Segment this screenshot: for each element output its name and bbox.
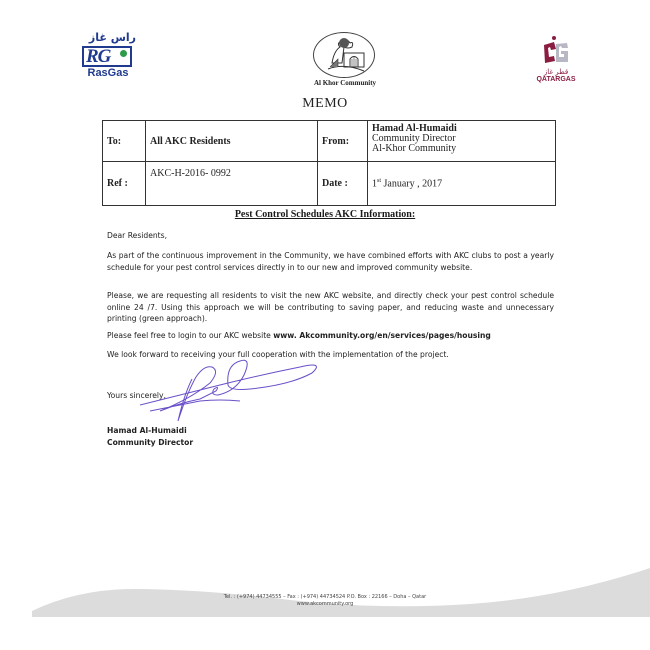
website-link[interactable]: www. Akcommunity.org/en/services/pages/housing <box>273 331 491 340</box>
rasgas-arabic-text: راس غاز <box>88 31 136 44</box>
al-khor-emblem-icon <box>313 32 375 78</box>
rasgas-logo <box>80 32 136 80</box>
date-label: Date : <box>318 162 368 206</box>
memo-title: MEMO <box>302 96 348 111</box>
to-value: All AKC Residents <box>146 121 318 162</box>
ref-value: AKC-H-2016- 0992 <box>146 162 318 206</box>
login-text: Please feel free to login to our AKC website <box>107 331 274 340</box>
date-rest: January , 2017 <box>381 178 443 190</box>
rasgas-initials: RG <box>86 46 111 67</box>
signatory-name: Hamad Al-Humaidi <box>107 426 187 435</box>
signatory-title: Community Director <box>107 438 194 447</box>
qatargas-name: QATARGAS <box>536 76 576 83</box>
qatargas-emblem-icon <box>540 35 572 67</box>
closing: Yours sincerely, <box>107 391 166 400</box>
from-name: Hamad Al-Humaidi <box>372 123 457 134</box>
footer-website: www.akcommunity.org <box>296 601 354 607</box>
login-paragraph <box>107 330 554 342</box>
paragraph-text: Please, we are requesting all residents to visit the new AKC website, and directly check your pest control schedule online 24 /7. Using this approach we will be contributing to saving paper, and reducing waste and unnecessary printing (green approach). <box>107 291 554 323</box>
body-paragraph-2 <box>107 290 554 325</box>
table-row-ref-date <box>103 162 556 206</box>
body-paragraph-1 <box>107 250 554 273</box>
memo-subject: Pest Control Schedules AKC Information: <box>234 209 416 220</box>
rasgas-name: RasGas <box>87 67 129 79</box>
table-row-to-from <box>103 121 556 162</box>
qatargas-logo <box>530 35 582 90</box>
date-suffix: st <box>377 177 382 184</box>
paragraph-text: We look forward to receiving your full cooperation with the implementation of the project. <box>107 350 449 359</box>
ref-label: Ref : <box>103 162 146 206</box>
al-khor-community-label: Al Khor Community <box>313 79 377 87</box>
rasgas-drop-icon <box>120 50 127 57</box>
from-organization: Al-Khor Community <box>372 143 457 154</box>
date-day: 1 <box>372 178 377 190</box>
signature-icon <box>140 355 340 435</box>
from-label: From: <box>318 121 368 162</box>
memo-header-table <box>102 120 556 206</box>
from-value <box>368 121 556 162</box>
rasgas-emblem <box>82 46 132 67</box>
date-value <box>368 162 556 206</box>
to-label: To: <box>103 121 146 162</box>
footer-contact: Tel. : (+974) 44734555 – Fax : (+974) 44734524 P.O. Box : 22166 – Doha – Qatar <box>223 594 427 600</box>
paragraph-text: As part of the continuous improvement in the Community, we have combined efforts with AKC clubs to post a yearly schedule for your pest control services directly in to our new and improved community website. <box>107 251 554 272</box>
al-khor-community-logo <box>305 32 385 94</box>
from-title: Community Director <box>372 133 456 144</box>
salutation: Dear Residents, <box>107 231 168 240</box>
qatargas-arabic-text: قطر غاز <box>543 68 569 76</box>
